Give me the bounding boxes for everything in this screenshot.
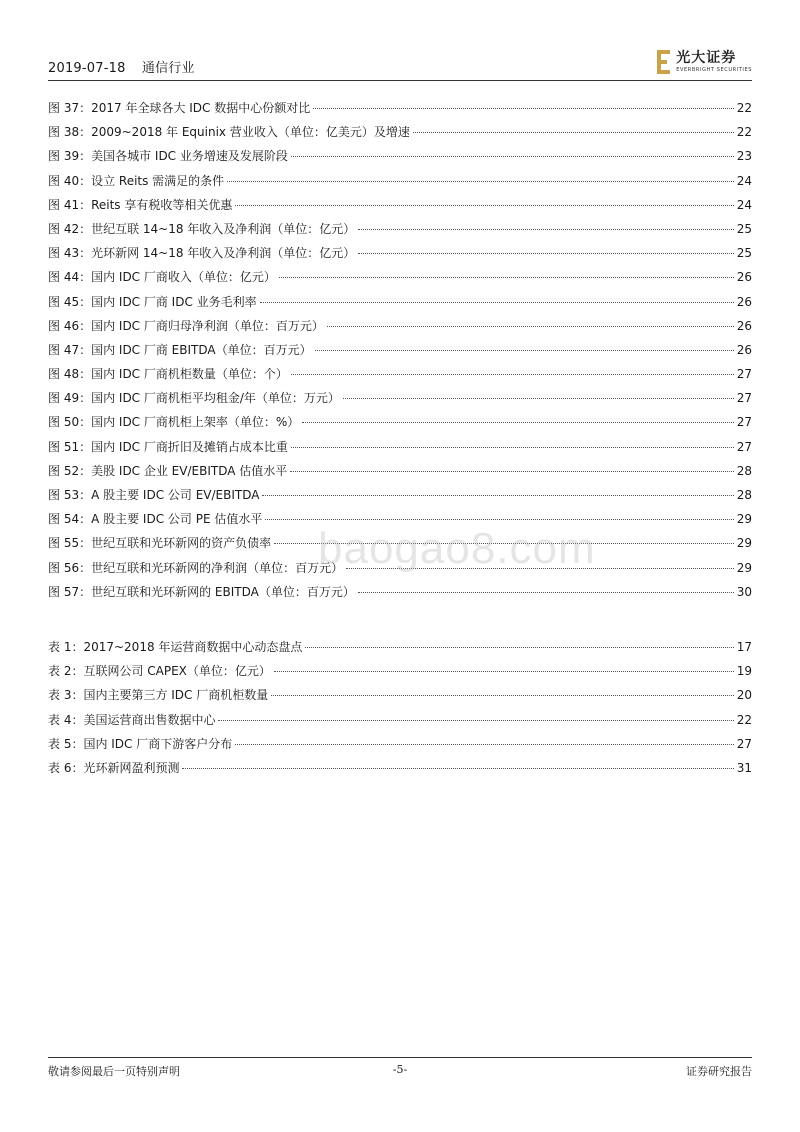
table-toc-entry[interactable]	[48, 759, 752, 783]
entry-title: 图 55：世纪互联和光环新网的资产负债率	[48, 536, 272, 551]
figure-toc-entry[interactable]	[48, 389, 752, 413]
entry-title: 图 57：世纪互联和光环新网的 EBITDA（单位：百万元）	[48, 584, 355, 599]
entry-page-number: 25	[736, 246, 752, 261]
entry-title: 图 44：国内 IDC 厂商收入（单位：亿元）	[48, 270, 276, 285]
entry-page-number: 22	[736, 101, 752, 115]
page-header	[48, 48, 752, 81]
entry-page-number: 29	[736, 536, 752, 551]
entry-title: 图 37：2017 年全球各大 IDC 数据中心份额对比	[48, 101, 311, 115]
report-date: 2019-07-18	[48, 61, 126, 76]
entry-page-number: 28	[736, 488, 752, 502]
dot-leader	[358, 229, 733, 230]
entry-title: 图 43：光环新网 14~18 年收入及净利润（单位：亿元）	[48, 246, 356, 261]
industry-label: 通信行业	[141, 61, 195, 76]
figure-toc-entry[interactable]	[48, 147, 752, 171]
logo-chinese-name: 光大证券	[676, 50, 737, 66]
entry-title: 图 40：设立 Reits 需满足的条件	[48, 173, 225, 188]
dot-leader	[227, 181, 734, 182]
entry-page-number: 27	[736, 391, 752, 406]
entry-title: 图 50：国内 IDC 厂商机柜上架率（单位：%）	[48, 415, 300, 430]
figure-toc-entry[interactable]	[48, 317, 752, 341]
page-footer	[48, 1057, 752, 1084]
figure-toc-entry[interactable]	[48, 486, 752, 510]
entry-page-number: 27	[736, 415, 752, 430]
figure-toc-entry[interactable]	[48, 293, 752, 317]
logo-e-icon	[656, 49, 672, 75]
entry-title: 图 48：国内 IDC 厂商机柜数量（单位：个）	[48, 367, 288, 382]
figure-toc-entry[interactable]	[48, 365, 752, 389]
entry-title: 图 56：世纪互联和光环新网的净利润（单位：百万元）	[48, 560, 344, 575]
disclaimer-note: 敬请参阅最后一页特别声明	[48, 1065, 180, 1078]
entry-title: 表 4：美国运营商出售数据中心	[48, 712, 216, 727]
dot-leader	[358, 253, 733, 254]
entry-page-number: 26	[736, 294, 752, 309]
dot-leader	[343, 398, 734, 399]
dot-leader	[305, 647, 733, 648]
dot-leader	[265, 519, 733, 520]
figure-toc-entry[interactable]	[48, 583, 752, 607]
entry-title: 图 42：世纪互联 14~18 年收入及净利润（单位：亿元）	[48, 221, 356, 236]
table-toc-entry[interactable]	[48, 711, 752, 735]
dot-leader	[327, 326, 734, 327]
entry-page-number: 30	[736, 584, 752, 599]
entry-page-number: 27	[736, 367, 752, 382]
figure-toc-entry[interactable]	[48, 123, 752, 147]
watermark: baogao8.com	[318, 524, 596, 573]
figure-toc-entry[interactable]	[48, 438, 752, 462]
entry-page-number: 26	[736, 318, 752, 333]
figure-toc-entry[interactable]	[48, 268, 752, 292]
figure-toc-entry[interactable]	[48, 341, 752, 365]
entry-title: 表 1：2017~2018 年运营商数据中心动态盘点	[48, 640, 303, 654]
figure-toc-entry[interactable]	[48, 172, 752, 196]
entry-title: 图 45：国内 IDC 厂商 IDC 业务毛利率	[48, 294, 257, 309]
entry-title: 图 51：国内 IDC 厂商折旧及摊销占成本比重	[48, 439, 288, 454]
entry-title: 图 38：2009~2018 年 Equinix 营业收入（单位：亿美元）及增速	[48, 125, 410, 140]
entry-title: 图 47：国内 IDC 厂商 EBITDA（单位：百万元）	[48, 342, 312, 357]
entry-title: 表 2：互联网公司 CAPEX（单位：亿元）	[48, 664, 271, 679]
entry-page-number: 29	[736, 512, 752, 527]
table-toc-entry[interactable]	[48, 638, 752, 662]
logo-english-name: EVERBRIGHT SECURITIES	[676, 67, 752, 73]
dot-leader	[260, 302, 734, 303]
figure-toc-entry[interactable]	[48, 244, 752, 268]
header-info	[48, 57, 195, 76]
entry-title: 表 6：光环新网盈利预测	[48, 760, 180, 775]
entry-page-number: 29	[736, 560, 752, 575]
table-toc-entry[interactable]	[48, 735, 752, 759]
entry-title: 表 5：国内 IDC 厂商下游客户分布	[48, 736, 233, 751]
entry-page-number: 17	[736, 640, 752, 654]
entry-page-number: 26	[736, 270, 752, 285]
entry-page-number: 27	[736, 736, 752, 751]
entry-title: 图 54：A 股主要 IDC 公司 PE 估值水平	[48, 512, 263, 527]
entry-title: 表 3：国内主要第三方 IDC 厂商机柜数量	[48, 688, 269, 703]
dot-leader	[313, 108, 733, 109]
dot-leader	[182, 768, 733, 769]
page-number: -5-	[392, 1063, 408, 1076]
dot-leader	[358, 592, 734, 593]
dot-leader	[271, 695, 733, 696]
entry-title: 图 39：美国各城市 IDC 业务增速及发展阶段	[48, 149, 288, 164]
entry-title: 图 52：美股 IDC 企业 EV/EBITDA 估值水平	[48, 463, 288, 478]
everbright-logo	[656, 48, 752, 76]
table-list	[48, 638, 752, 783]
dot-leader	[413, 132, 734, 133]
entry-page-number: 22	[736, 712, 752, 727]
table-toc-entry[interactable]	[48, 686, 752, 710]
dot-leader	[235, 205, 733, 206]
dot-leader	[291, 374, 734, 375]
dot-leader	[218, 720, 733, 721]
entry-title: 图 46：国内 IDC 厂商归母净利润（单位：百万元）	[48, 318, 324, 333]
entry-page-number: 24	[736, 173, 752, 188]
entry-page-number: 23	[736, 149, 752, 164]
dot-leader	[235, 744, 733, 745]
dot-leader	[291, 447, 734, 448]
dot-leader	[315, 350, 734, 351]
entry-title: 图 53：A 股主要 IDC 公司 EV/EBITDA	[48, 488, 260, 502]
figure-toc-entry[interactable]	[48, 220, 752, 244]
figure-toc-entry[interactable]	[48, 196, 752, 220]
entry-page-number: 24	[736, 197, 752, 212]
entry-page-number: 19	[736, 664, 752, 679]
entry-page-number: 27	[736, 439, 752, 454]
dot-leader	[302, 422, 733, 423]
figure-toc-entry[interactable]	[48, 413, 752, 437]
entry-page-number: 22	[736, 125, 752, 140]
entry-page-number: 20	[736, 688, 752, 703]
entry-page-number: 26	[736, 342, 752, 357]
table-toc-entry[interactable]	[48, 662, 752, 686]
figure-toc-entry[interactable]	[48, 99, 752, 123]
entry-page-number: 25	[736, 221, 752, 236]
dot-leader	[274, 671, 734, 672]
entry-page-number: 28	[736, 463, 752, 478]
figure-toc-entry[interactable]	[48, 462, 752, 486]
report-type: 证券研究报告	[686, 1065, 752, 1078]
entry-page-number: 31	[736, 760, 752, 775]
entry-title: 图 49：国内 IDC 厂商机柜平均租金/年（单位：万元）	[48, 391, 340, 406]
dot-leader	[279, 277, 734, 278]
dot-leader	[291, 156, 734, 157]
dot-leader	[262, 495, 733, 496]
entry-title: 图 41：Reits 享有税收等相关优惠	[48, 197, 233, 212]
dot-leader	[290, 471, 733, 472]
